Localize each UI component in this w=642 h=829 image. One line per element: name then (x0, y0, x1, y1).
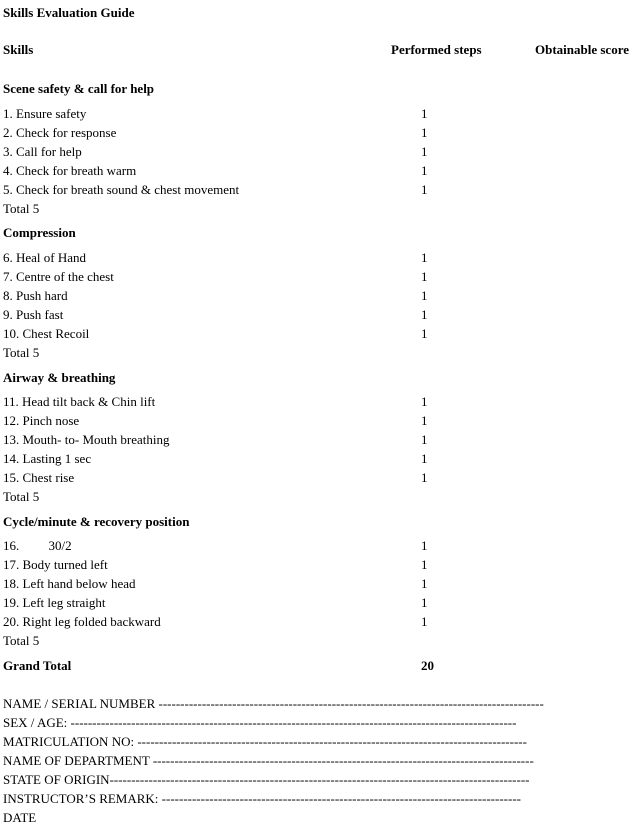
field-date: DATE (3, 810, 37, 825)
item-score: 1 (421, 307, 428, 322)
field-matriculation: MATRICULATION NO: ------------------------------------------------------------------------------------------ (3, 734, 527, 749)
header-performed-steps: Performed steps (391, 42, 482, 57)
list-item: 6. Heal of Hand (3, 250, 87, 265)
list-item: 18. Left hand below head (3, 576, 136, 591)
list-item: 10. Chest Recoil (3, 326, 90, 341)
item-score: 1 (421, 394, 428, 409)
section-total: Total 5 (3, 201, 40, 216)
item-score: 1 (421, 269, 428, 284)
grand-total-value: 20 (421, 658, 434, 673)
header-skills: Skills (3, 42, 34, 57)
section-title: Scene safety & call for help (3, 81, 155, 96)
page-title: Skills Evaluation Guide (3, 5, 135, 20)
item-score: 1 (421, 413, 428, 428)
list-item: 2. Check for response (3, 125, 117, 140)
header-obtainable-score: Obtainable score (535, 42, 630, 57)
list-item: 14. Lasting 1 sec (3, 451, 92, 466)
item-score: 1 (421, 432, 428, 447)
item-score: 1 (421, 557, 428, 572)
item-score: 1 (421, 250, 428, 265)
field-name-serial: NAME / SERIAL NUMBER ----------------------------------------------------------------------------------------- (3, 696, 544, 711)
list-item: 3. Call for help (3, 144, 82, 159)
list-item: 12. Pinch nose (3, 413, 80, 428)
list-item: 13. Mouth- to- Mouth breathing (3, 432, 170, 447)
section-title: Cycle/minute & recovery position (3, 514, 190, 529)
list-item: 9. Push fast (3, 307, 64, 322)
section-title: Airway & breathing (3, 370, 116, 385)
field-department: NAME OF DEPARTMENT ---------------------------------------------------------------------------------------- (3, 753, 534, 768)
field-sex-age: SEX / AGE: ------------------------------------------------------------------------------------------------------- (3, 715, 517, 730)
item-score: 1 (421, 163, 428, 178)
field-instructor-remark: INSTRUCTOR’S REMARK: ----------------------------------------------------------------------------------- (3, 791, 521, 806)
list-item: 15. Chest rise (3, 470, 75, 485)
list-item: 17. Body turned left (3, 557, 108, 572)
list-item: 8. Push hard (3, 288, 68, 303)
list-item: 19. Left leg straight (3, 595, 106, 610)
list-item: 11. Head tilt back & Chin lift (3, 394, 156, 409)
item-score: 1 (421, 595, 428, 610)
item-score: 1 (421, 288, 428, 303)
item-score: 1 (421, 326, 428, 341)
list-item: 7. Centre of the chest (3, 269, 114, 284)
section-total: Total 5 (3, 633, 40, 648)
list-item: 4. Check for breath warm (3, 163, 137, 178)
item-score: 1 (421, 470, 428, 485)
item-score: 1 (421, 614, 428, 629)
list-item: 16. 30/2 (3, 538, 72, 553)
list-item: 20. Right leg folded backward (3, 614, 161, 629)
item-score: 1 (421, 144, 428, 159)
section-total: Total 5 (3, 489, 40, 504)
field-state-origin: STATE OF ORIGIN------------------------------------------------------------------------------------------------- (3, 772, 530, 787)
item-score: 1 (421, 538, 428, 553)
item-score: 1 (421, 576, 428, 591)
section-total: Total 5 (3, 345, 40, 360)
list-item: 5. Check for breath sound & chest movement (3, 182, 240, 197)
list-item: 1. Ensure safety (3, 106, 87, 121)
item-score: 1 (421, 106, 428, 121)
grand-total-label: Grand Total (3, 658, 72, 673)
item-score: 1 (421, 182, 428, 197)
item-score: 1 (421, 451, 428, 466)
item-score: 1 (421, 125, 428, 140)
section-title: Compression (3, 225, 76, 240)
